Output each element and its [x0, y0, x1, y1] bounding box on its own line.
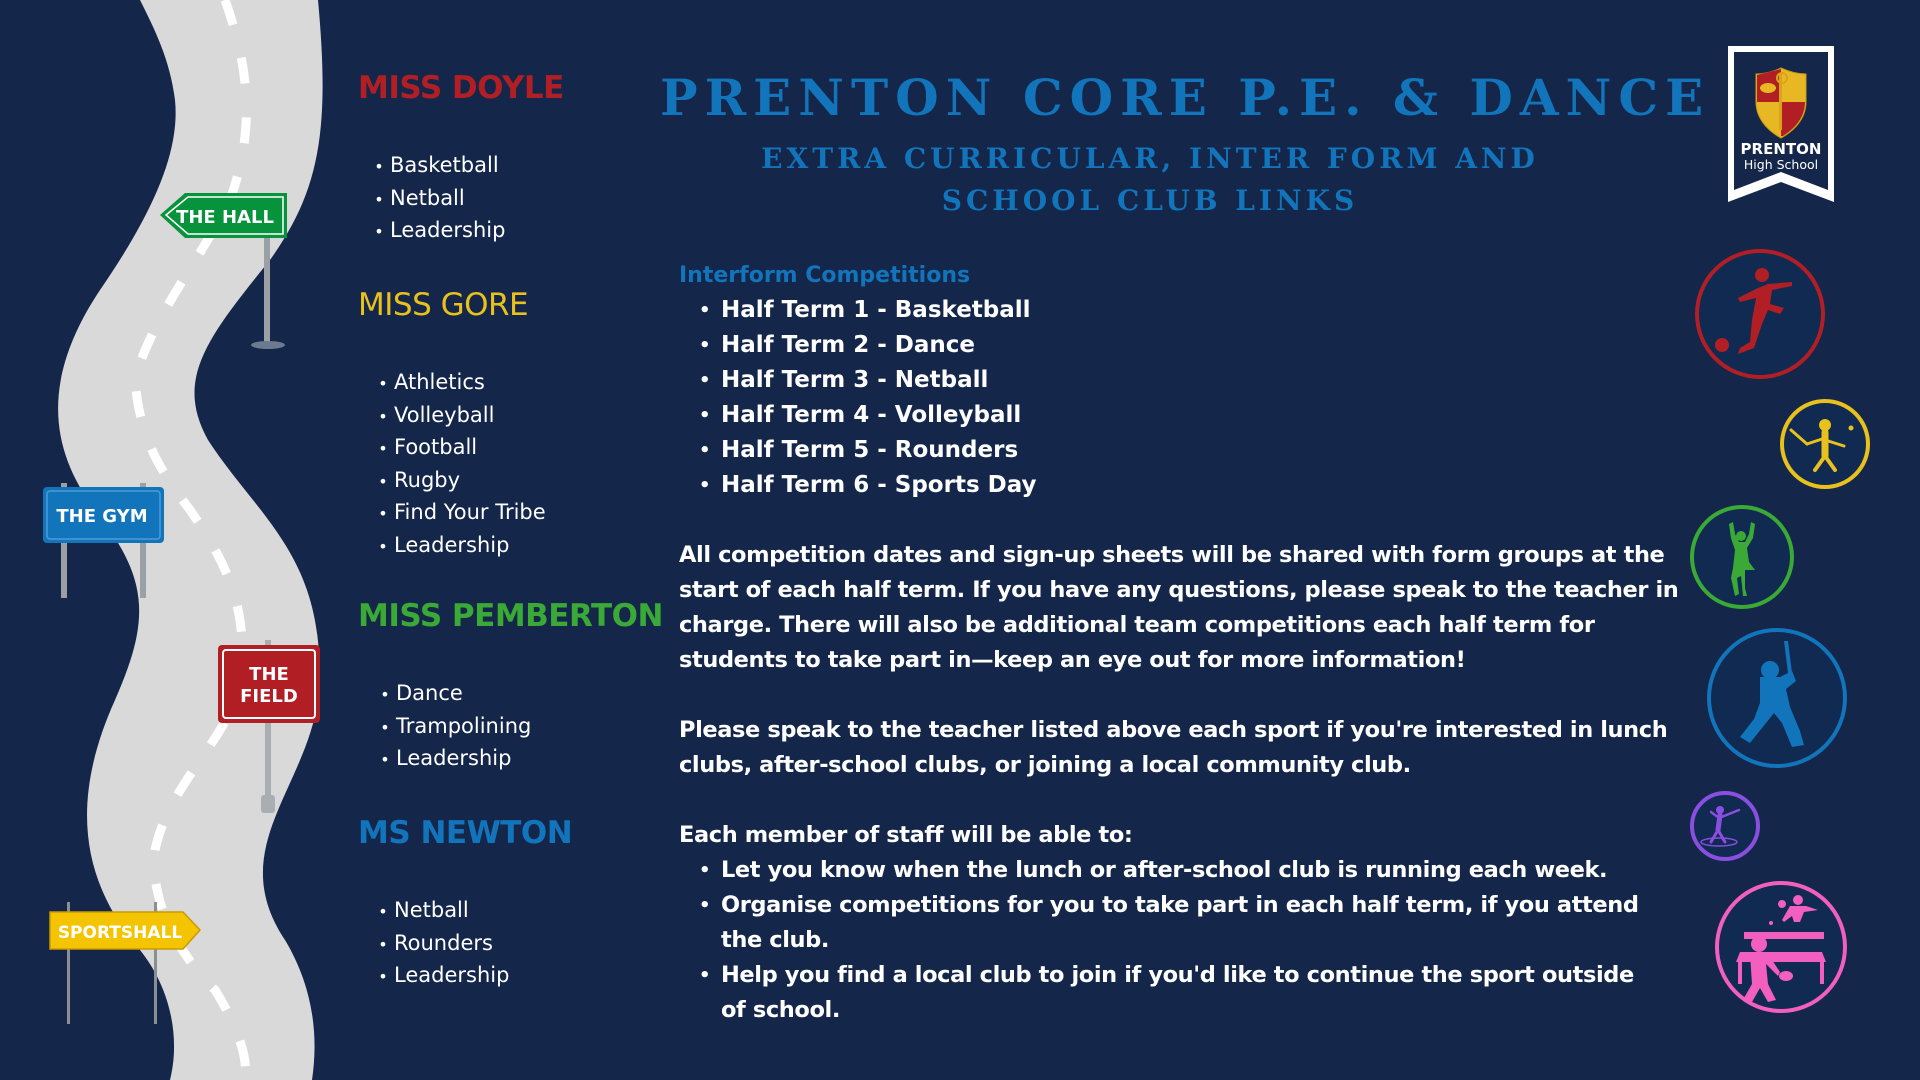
road-illustration	[0, 0, 340, 1080]
page-title: PRENTON CORE P.E. & DANCE	[660, 68, 1711, 127]
school-logo	[1726, 44, 1836, 204]
the-field-label-line2: FIELD	[240, 686, 298, 707]
teacher-name: MS NEWTON	[358, 815, 573, 851]
interform-list	[679, 293, 1679, 503]
staff-ability-item: • Let you know when the lunch or after-school club is running each week.	[721, 853, 1679, 888]
football-icon	[1694, 248, 1826, 380]
sport-item: • Dance	[374, 678, 531, 711]
interform-item: • Half Term 5 - Rounders	[721, 433, 1679, 468]
sport-item: • Leadership	[374, 743, 531, 776]
competition-info-paragraph: All competition dates and sign-up sheets will be shared with form groups at the start of each half term. If you have any questions, please speak to the teacher in charge. There will also be additional team competitions each half term for students to take part in—keep an eye out for more information!	[679, 542, 1679, 673]
speak-to-teacher-paragraph: Please speak to the teacher listed above each sport if you're interested in lunch clubs, after-school clubs, or joining a local community club.	[679, 717, 1668, 778]
discus-icon	[1689, 790, 1761, 862]
teacher-miss-gore	[358, 287, 546, 557]
teacher-name: MISS GORE	[358, 287, 529, 323]
sport-item: • Rounders	[372, 928, 509, 961]
dance-icon	[1689, 504, 1795, 610]
staff-abilities-list	[679, 853, 1679, 1028]
rounders-icon	[1779, 398, 1871, 490]
sport-item: • Trampolining	[374, 711, 531, 744]
sport-item: • Football	[372, 432, 546, 465]
sport-item: • Athletics	[372, 367, 546, 400]
sport-item: • Leadership	[368, 215, 505, 248]
sport-item: • Leadership	[372, 960, 509, 993]
sport-item: • Leadership	[372, 530, 546, 563]
the-gym-label: THE GYM	[56, 506, 148, 527]
page-subtitle	[660, 138, 1640, 222]
cricket-icon	[1706, 627, 1848, 769]
the-gym-sign	[43, 483, 164, 598]
teacher-miss-pemberton	[358, 598, 663, 770]
staff-ability-item: • Help you find a local club to join if you'd like to continue the sport outside of school.	[721, 958, 1679, 1028]
sport-item: • Netball	[372, 895, 509, 928]
teacher-ms-newton	[358, 815, 573, 987]
sport-item: • Find Your Tribe	[372, 497, 546, 530]
sport-list	[372, 895, 509, 993]
logo-school-name: PRENTON	[1740, 140, 1822, 158]
sport-item: • Basketball	[368, 150, 505, 183]
sport-item: • Netball	[368, 183, 505, 216]
staff-intro: Each member of staff will be able to:	[679, 822, 1133, 848]
sport-list	[368, 150, 505, 248]
interform-item: • Half Term 1 - Basketball	[721, 293, 1679, 328]
teacher-miss-doyle	[358, 70, 564, 242]
table-tennis-icon	[1714, 880, 1848, 1014]
teacher-name: MISS DOYLE	[358, 70, 564, 106]
interform-item: • Half Term 4 - Volleyball	[721, 398, 1679, 433]
sportshall-label: SPORTSHALL	[57, 923, 183, 943]
interform-item: • Half Term 3 - Netball	[721, 363, 1679, 398]
subtitle-line1: EXTRA CURRICULAR, INTER FORM AND	[761, 142, 1539, 175]
the-hall-label: THE HALL	[176, 207, 274, 228]
sport-item: • Volleyball	[372, 400, 546, 433]
interform-item: • Half Term 6 - Sports Day	[721, 468, 1679, 503]
sport-list	[372, 367, 546, 562]
subtitle-line2: SCHOOL CLUB LINKS	[941, 184, 1359, 217]
the-field-label-line1: THE	[249, 664, 289, 685]
logo-school-subname: High School	[1743, 157, 1819, 172]
interform-item: • Half Term 2 - Dance	[721, 328, 1679, 363]
staff-ability-item: • Organise competitions for you to take part in each half term, if you attend the club.	[721, 888, 1679, 958]
interform-heading: Interform Competitions	[679, 263, 971, 288]
main-content	[679, 258, 1679, 1028]
teacher-name: MISS PEMBERTON	[358, 598, 663, 634]
sport-item: • Rugby	[372, 465, 546, 498]
sport-list	[374, 678, 531, 776]
